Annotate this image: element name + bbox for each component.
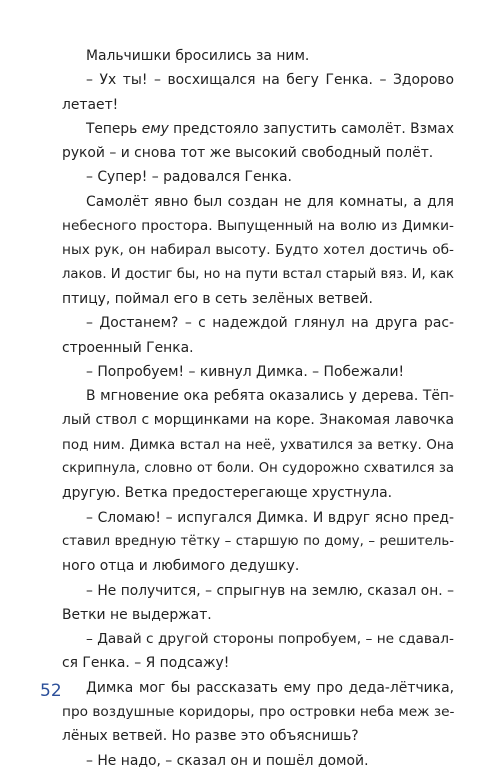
page-number: 52 [40, 681, 62, 701]
text-line: – Давай с другой стороны попробуем, – не сдавал- [86, 631, 454, 648]
text-line: – Попробуем! – кивнул Димка. – Побежали! [86, 363, 405, 380]
text-line: скрипнула, словно от боли. Он судорожно схватился за [62, 461, 454, 477]
text-line: – Не надо, – сказал он и пошёл домой. [86, 752, 369, 769]
text-line: строенный Генка. [62, 339, 194, 356]
text-line: под ним. Димка встал на неё, ухватился за ветку. Она [62, 436, 454, 453]
text-line: птицу, поймал его в сеть зелёных ветвей. [62, 290, 373, 307]
text-line: – Достанем? – с надеждой глянул на друга рас- [86, 315, 454, 332]
text-line: ного отца и любимого дедушку. [62, 558, 300, 575]
text-line: рукой – и снова тот же высокий свободный полёт. [62, 145, 434, 162]
text-line: ных рук, он набирал высоту. Будто хотел достичь об- [62, 242, 454, 259]
text-line: ставил вредную тётку – старшую по дому, – решитель- [62, 533, 454, 549]
text-line: – Супер! – радовался Генка. [86, 169, 292, 186]
text-line: Мальчишки бросились за ним. [86, 48, 310, 64]
text-line: другую. Ветка предостерегающе хрустнула. [62, 485, 392, 502]
text-line: лаков. И достиг бы, но на пути встал старый вяз. И, как [62, 266, 454, 282]
text-line: Теперь ему предстояло запустить самолёт. Взмах [86, 120, 454, 137]
text-line: Самолёт явно был создан не для комнаты, а для [86, 193, 454, 210]
text-line: летает! [62, 96, 119, 113]
text-line: В мгновение ока ребята оказались у дерева. Тёп- [86, 388, 454, 405]
text-line: Димка мог бы рассказать ему про деда-лётчика, [86, 679, 454, 696]
story-text [62, 44, 454, 773]
text-line: небесного простора. Выпущенный на волю из Димки- [62, 218, 454, 235]
text-line: лёных ветвей. Но разве это объяснишь? [62, 728, 359, 745]
text-line: – Сломаю! – испугался Димка. И вдруг ясно пред- [86, 509, 454, 526]
text-line: – Не получится, – спрыгнув на землю, сказал он. – [86, 582, 454, 599]
text-line: Ветки не выдержат. [62, 606, 212, 623]
text-line: про воздушные коридоры, про островки неба меж зе- [62, 704, 455, 721]
text-line: – Ух ты! – восхищался на бегу Генка. – Здорово [86, 72, 454, 89]
text-line: ся Генка. – Я подсажу! [62, 655, 230, 672]
emphasis-word: ему [141, 120, 169, 137]
text-line: лый ствол с морщинками на коре. Знакомая лавочка [62, 412, 454, 429]
